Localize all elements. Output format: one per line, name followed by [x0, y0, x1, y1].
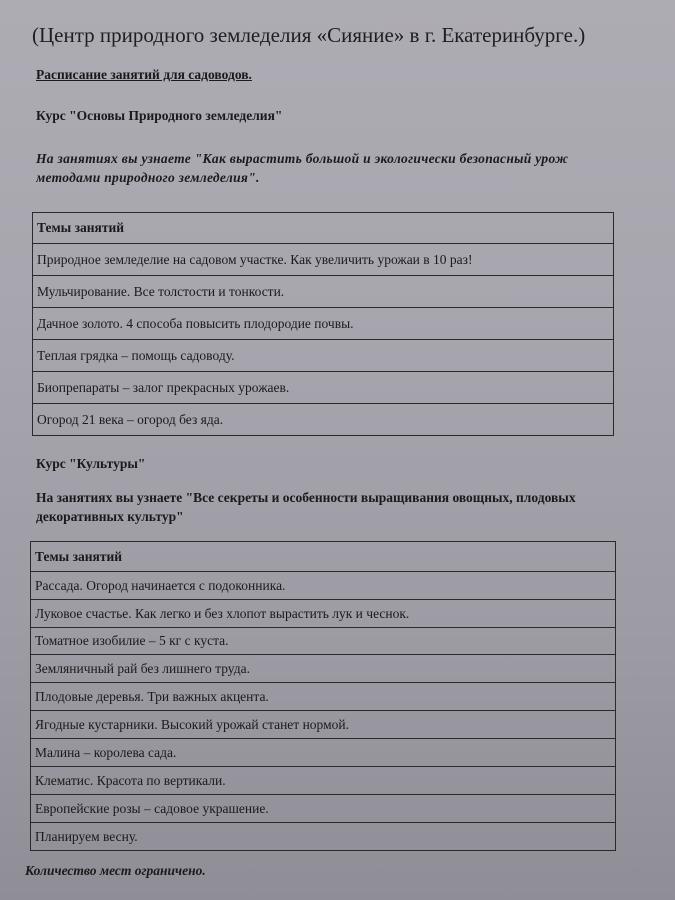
- topic-cell: Дачное золото. 4 способа повысить плодородие почвы.: [33, 308, 614, 340]
- topic-cell: Рассада. Огород начинается с подоконника.: [31, 572, 616, 600]
- table-row: [31, 572, 616, 600]
- course2-description-line2: декоративных культур": [36, 509, 184, 524]
- topic-cell: Ягодные кустарники. Высокий урожай станет нормой.: [31, 711, 616, 739]
- table-row: [31, 739, 616, 767]
- topic-cell: Томатное изобилие – 5 кг с куста.: [31, 628, 616, 655]
- document-title: (Центр природного земледелия «Сияние» в г. Екатеринбурге.): [32, 23, 586, 47]
- topic-cell: Биопрепараты – залог прекрасных урожаев.: [33, 372, 614, 404]
- table-row: [31, 655, 616, 683]
- topic-cell: Земляничный рай без лишнего труда.: [31, 655, 616, 683]
- course1-heading: Курс "Основы Природного земледелия": [36, 108, 283, 123]
- table-row: [33, 404, 614, 436]
- course1-topics-table: [32, 212, 614, 436]
- course1-description-line2: методами природного земледелия".: [36, 170, 260, 185]
- table-row: [31, 683, 616, 711]
- course2-description-line1: На занятиях вы узнаете "Все секреты и особенности выращивания овощных, плодовых: [36, 490, 576, 505]
- topic-cell: Клематис. Красота по вертикали.: [31, 767, 616, 795]
- topic-cell: Европейские розы – садовое украшение.: [31, 795, 616, 823]
- topic-cell: Природное земледелие на садовом участке. Как увеличить урожаи в 10 раз!: [33, 244, 614, 276]
- limited-seats-note: Количество мест ограничено.: [25, 863, 206, 878]
- course2-heading: Курс "Культуры": [36, 456, 146, 471]
- table-row: [33, 276, 614, 308]
- table-row: [31, 823, 616, 851]
- table-header-row: [31, 542, 616, 572]
- table-row: [31, 628, 616, 655]
- table-row: [31, 600, 616, 628]
- topic-cell: Теплая грядка – помощь садоводу.: [33, 340, 614, 372]
- topic-cell: Огород 21 века – огород без яда.: [33, 404, 614, 436]
- table-row: [33, 244, 614, 276]
- table-row: [31, 767, 616, 795]
- course1-description-line1: На занятиях вы узнаете "Как вырастить большой и экологически безопасный урож: [36, 151, 569, 166]
- course1-description: [36, 149, 675, 187]
- topic-cell: Плодовые деревья. Три важных акцента.: [31, 683, 616, 711]
- topic-cell: Луковое счастье. Как легко и без хлопот вырастить лук и чеснок.: [31, 600, 616, 628]
- table-row: [33, 340, 614, 372]
- course2-description: [36, 488, 675, 526]
- table-row: [33, 372, 614, 404]
- table-row: [33, 308, 614, 340]
- course2-topics-table: [30, 541, 616, 851]
- topic-cell: Малина – королева сада.: [31, 739, 616, 767]
- schedule-subtitle: Расписание занятий для садоводов.: [36, 67, 252, 82]
- table-header-cell: Темы занятий: [31, 542, 616, 572]
- table-header-row: [33, 213, 614, 244]
- table-row: [31, 795, 616, 823]
- topic-cell: Планируем весну.: [31, 823, 616, 851]
- table-header-cell: Темы занятий: [33, 213, 614, 244]
- topic-cell: Мульчирование. Все толстости и тонкости.: [33, 276, 614, 308]
- table-row: [31, 711, 616, 739]
